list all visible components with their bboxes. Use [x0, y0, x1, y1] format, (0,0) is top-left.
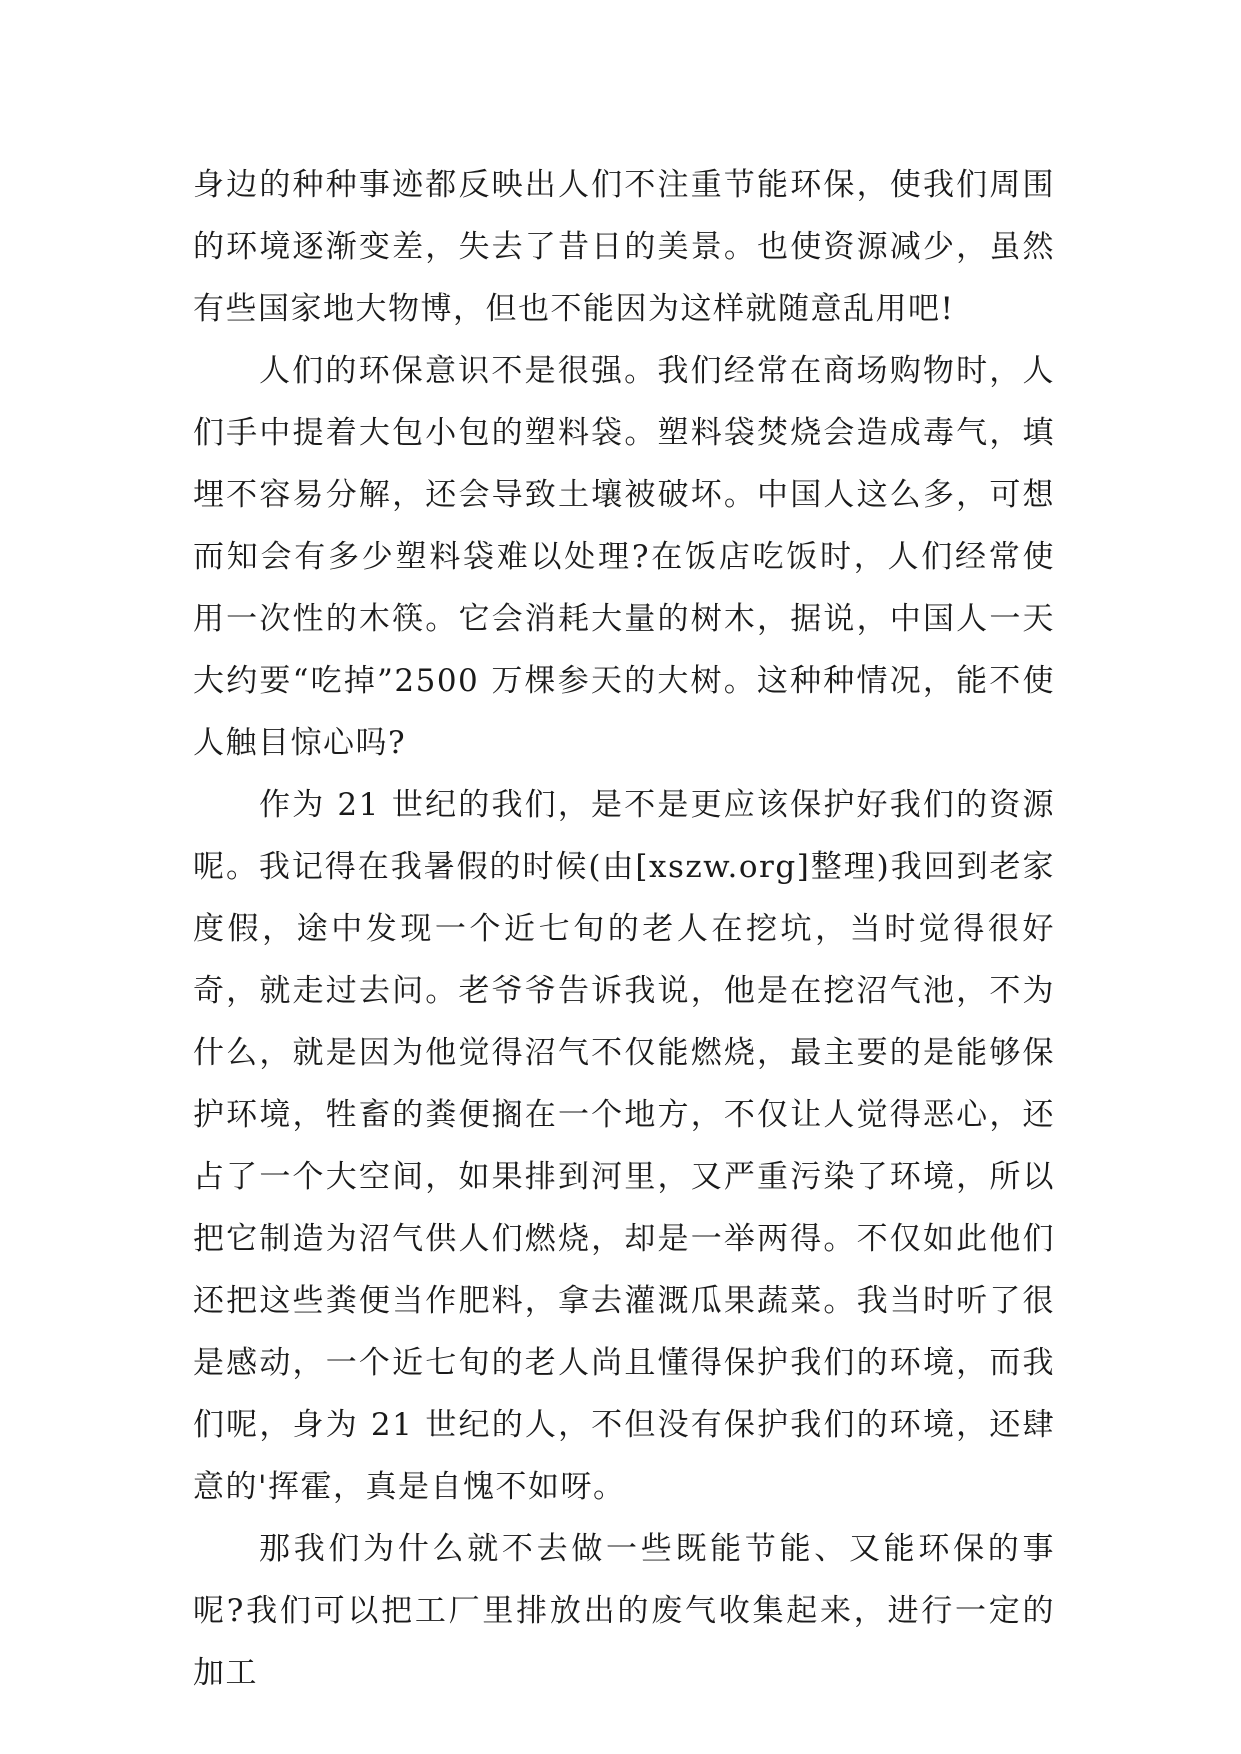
paragraph-3: 作为 21 世纪的我们，是不是更应该保护好我们的资源呢。我记得在我暑假的时候(由[xszw.org]整理)我回到老家度假，途中发现一个近七旬的老人在挖坑，当时觉得很好奇，就走过去问。老爷爷告诉我说，他是在挖沼气池，不为什么，就是因为他觉得沼气不仅能燃烧，最主要的是能够保护环境，牲畜的粪便搁在一个地方，不仅让人觉得恶心，还占了一个大空间，如果排到河里，又严重污染了环境，所以把它制造为沼气供人们燃烧，却是一举两得。不仅如此他们还把这些粪便当作肥料，拿去灌溉瓜果蔬菜。我当时听了很是感动，一个近七旬的老人尚且懂得保护我们的环境，而我们呢，身为 21 世纪的人，不但没有保护我们的环境，还肆意的'挥霍，真是自愧不如呀。	[193, 787, 1055, 1505]
paragraph-1: 身边的种种事迹都反映出人们不注重节能环保，使我们周围的环境逐渐变差，失去了昔日的美景。也使资源减少，虽然有些国家地大物博，但也不能因为这样就随意乱用吧!	[193, 167, 1055, 327]
paragraph-2: 人们的环保意识不是很强。我们经常在商场购物时，人们手中提着大包小包的塑料袋。塑料袋焚烧会造成毒气，填埋不容易分解，还会导致土壤被破坏。中国人这么多，可想而知会有多少塑料袋难以处理?在饭店吃饭时，人们经常使用一次性的木筷。它会消耗大量的树木，据说，中国人一天大约要“吃掉”2500 万棵参天的大树。这种种情况，能不使人触目惊心吗?	[193, 353, 1055, 761]
document-body	[193, 154, 1055, 1704]
paragraph-4: 那我们为什么就不去做一些既能节能、又能环保的事呢?我们可以把工厂里排放出的废气收集起来，进行一定的加工	[193, 1531, 1055, 1691]
